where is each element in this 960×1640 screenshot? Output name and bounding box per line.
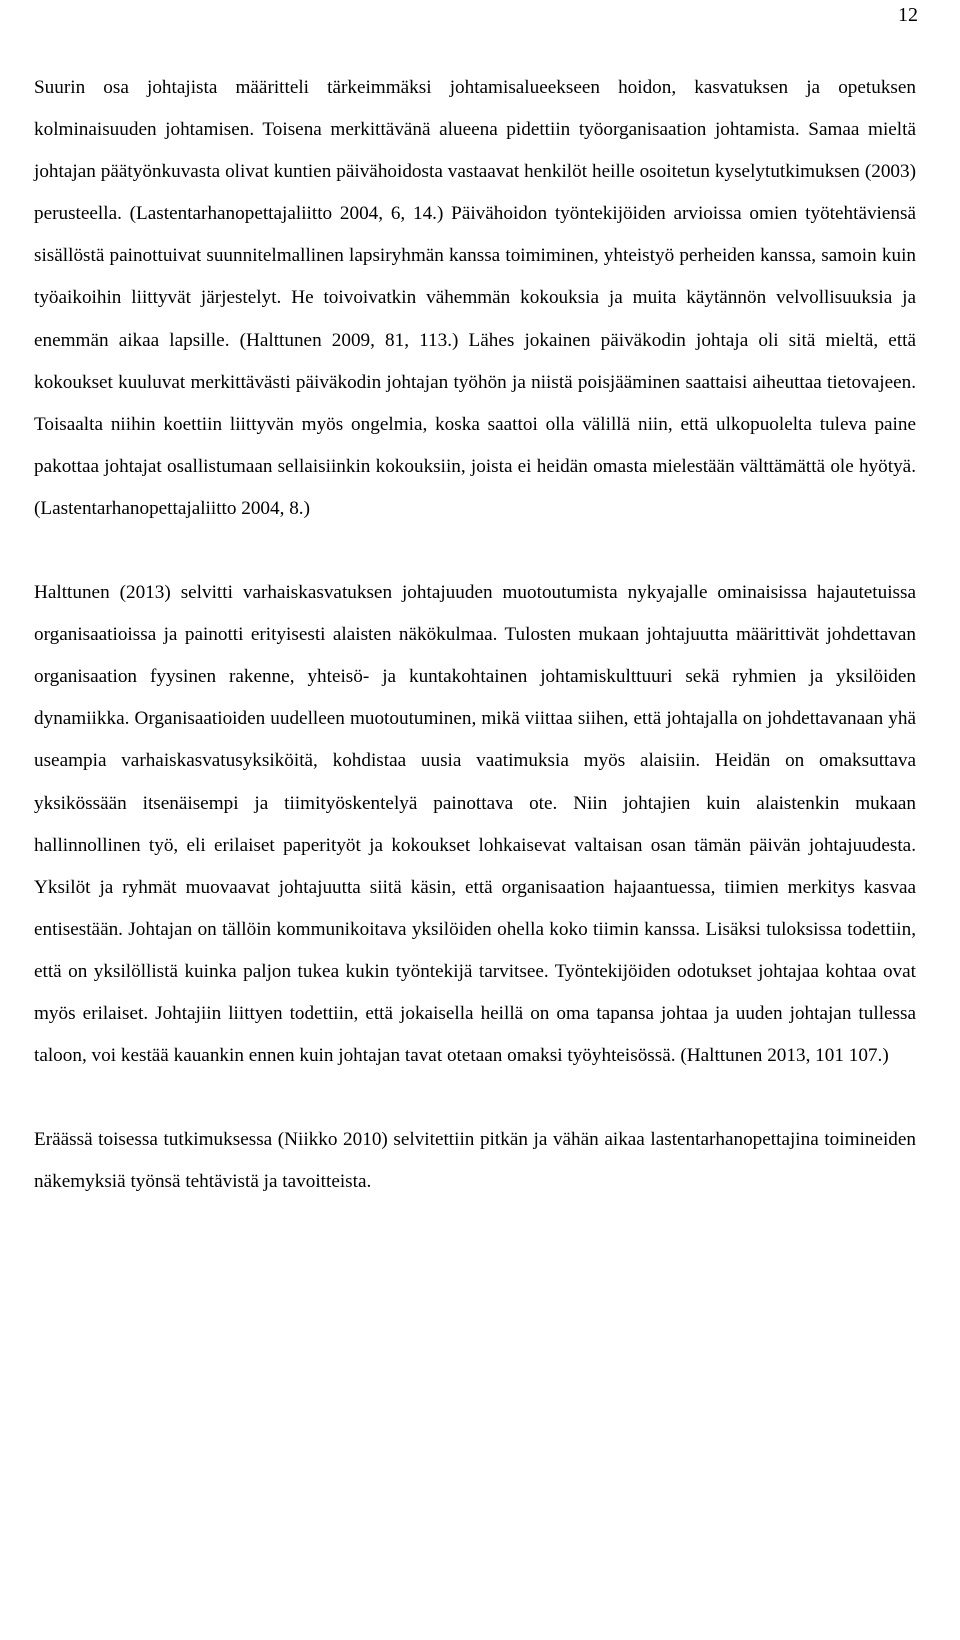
- paragraph: Suurin osa johtajista määritteli tärkeimmäksi johtamisalueekseen hoidon, kasvatuksen ja opetuksen kolminaisuuden johtamisen. Toisena merkittävänä alueena pidettiin työorganisaation johtamista. Samaa mieltä johtajan päätyönkuvasta olivat kuntien päivähoidosta vastaavat henkilöt heille osoitetun kyselytutkimuksen (2003) perusteella. (Lastentarhanopettajaliitto 2004, 6, 14.) Päivähoidon työntekijöiden arvioissa omien työtehtäviensä sisällöstä painottuivat suunnitelmallinen lapsiryhmän kanssa toimiminen, yhteistyö perheiden kanssa, samoin kuin työaikoihin liittyvät järjestelyt. He toivoivatkin vähemmän kokouksia ja muita käytännön velvollisuuksia ja enemmän aikaa lapsille. (Halttunen 2009, 81, 113.) Lähes jokainen päiväkodin johtaja oli sitä mieltä, että kokoukset kuuluvat merkittävästi päiväkodin johtajan työhön ja niistä poisjääminen saattaisi aiheuttaa tietovajeen. Toisaalta niihin koettiin liittyvän myös ongelmia, koska saattoi olla välillä niin, että ulkopuolelta tuleva paine pakottaa johtajat osallistumaan sellaisiinkin kokouksiin, joista ei heidän omasta mielestään välttämättä ole hyötyä. (Lastentarhanopettajaliitto 2004, 8.): [34, 77, 916, 519]
- paragraph: Eräässä toisessa tutkimuksessa (Niikko 2010) selvitettiin pitkän ja vähän aikaa lastentarhanopettajina toimineiden näkemyksiä työnsä tehtävistä ja tavoitteista.: [34, 1129, 916, 1193]
- paragraph: Halttunen (2013) selvitti varhaiskasvatuksen johtajuuden muotoutumista nykyajalle ominaisissa hajautetuissa organisaatioissa ja painotti erityisesti alaisten näkökulmaa. Tulosten mukaan johtajuutta määrittivät johdettavan organisaation fyysinen rakenne, yhteisö- ja kuntakohtainen johtamiskulttuuri sekä ryhmien ja yksilöiden dynamiikka. Organisaatioiden uudelleen muotoutuminen, mikä viittaa siihen, että johtajalla on johdettavanaan yhä useampia varhaiskasvatusyksiköitä, kohdistaa uusia vaatimuksia myös alaisiin. Heidän on omaksuttava yksikössään itsenäisempi ja tiimityöskentelyä painottava ote. Niin johtajien kuin alaistenkin mukaan hallinnollinen työ, eli erilaiset paperityöt ja kokoukset lohkaisevat valtaisan osan tämän päivän johtajuudesta. Yksilöt ja ryhmät muovaavat johtajuutta siitä käsin, että organisaation hajaantuessa, tiimien merkitys kasvaa entisestään. Johtajan on tällöin kommunikoitava yksilöiden ohella koko tiimin kanssa. Lisäksi tuloksissa todettiin, että on yksilöllistä kuinka paljon tukea kukin työntekijä tarvitsee. Työntekijöiden odotukset johtajaa kohtaa ovat myös erilaiset. Johtajiin liittyen todettiin, että jokaisella heillä on oma tapansa johtaa ja uuden johtajan tullessa taloon, voi kestää kauankin ennen kuin johtajan tavat otetaan omaksi työyhteisössä. (Halttunen 2013, 101 107.): [34, 582, 916, 1067]
- page-number: 12: [898, 4, 918, 26]
- body-text: [34, 67, 916, 1203]
